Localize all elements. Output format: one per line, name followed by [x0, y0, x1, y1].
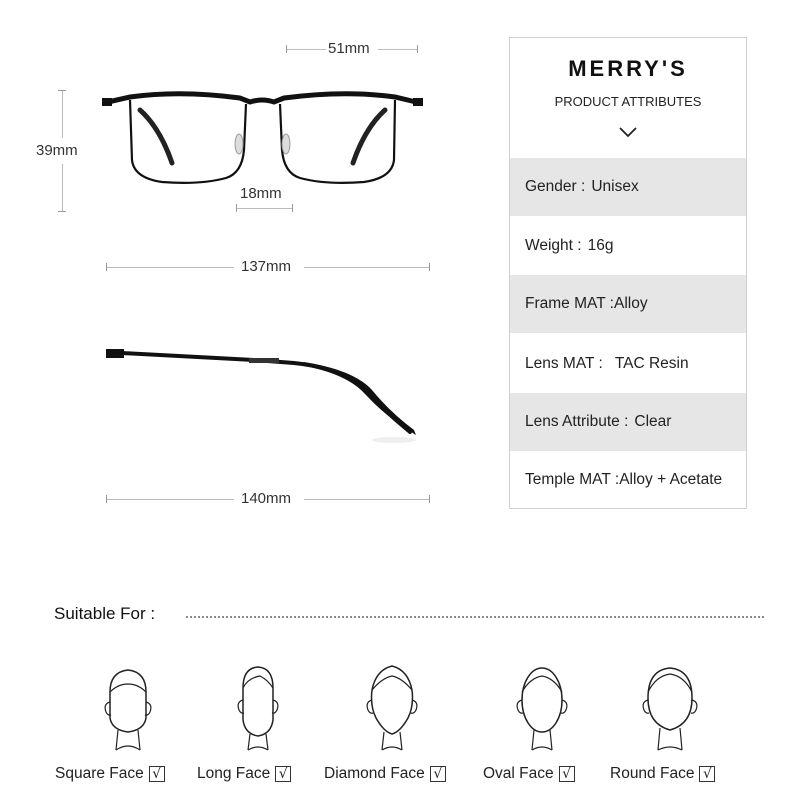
dotted-divider	[186, 616, 764, 618]
check-icon: √	[430, 766, 446, 782]
dimension-line	[378, 49, 418, 50]
glasses-side-illustration	[104, 340, 424, 445]
lens-width-label: 51mm	[328, 40, 370, 57]
bridge-label: 18mm	[240, 185, 282, 202]
attribute-label: Frame MAT :	[525, 295, 614, 312]
check-icon: √	[275, 766, 291, 782]
attribute-row-lens-attribute	[510, 393, 746, 451]
dimension-line	[236, 208, 293, 209]
dimension-tick	[292, 204, 293, 212]
face-label-square	[55, 765, 165, 783]
dimension-tick	[286, 45, 287, 53]
face-label-diamond	[324, 765, 446, 783]
frame-width-label: 137mm	[241, 258, 292, 275]
attribute-row-gender	[510, 158, 746, 216]
diamond-face-icon	[352, 662, 432, 752]
attribute-value: 16g	[587, 237, 614, 254]
check-icon: √	[559, 766, 575, 782]
attribute-row-weight	[510, 217, 746, 275]
attribute-label: Lens Attribute :	[525, 413, 629, 430]
dimension-line	[304, 267, 430, 268]
oval-face-icon	[502, 662, 582, 752]
face-label-text: Oval Face	[483, 765, 554, 782]
attribute-label: Gender :	[525, 178, 586, 195]
dimension-line	[286, 49, 326, 50]
round-face-icon	[630, 662, 710, 752]
dimension-line	[304, 499, 430, 500]
face-label-long	[197, 765, 291, 783]
dimension-tick	[236, 204, 237, 212]
face-label-oval	[483, 765, 575, 783]
attribute-row-lens-mat	[510, 335, 746, 393]
dimension-line	[106, 499, 234, 500]
attribute-value: Alloy	[614, 295, 648, 312]
attribute-value: Alloy + Acetate	[619, 471, 723, 488]
dimension-tick	[429, 263, 430, 271]
face-label-text: Diamond Face	[324, 765, 425, 782]
attribute-label: Lens MAT :	[525, 355, 603, 372]
dimension-tick	[58, 211, 66, 212]
check-icon: √	[699, 766, 715, 782]
dimension-line	[62, 90, 63, 138]
attribute-row-temple-mat	[510, 451, 746, 509]
product-attributes-panel	[509, 37, 747, 509]
face-label-text: Square Face	[55, 765, 144, 782]
chevron-down-icon	[618, 125, 638, 139]
suitable-for-heading: Suitable For :	[54, 604, 156, 623]
face-label-round	[610, 765, 715, 783]
check-icon: √	[149, 766, 165, 782]
attribute-label: Temple MAT :	[525, 471, 620, 488]
brand-logo: MERRY'S	[568, 56, 688, 81]
dimension-tick	[429, 495, 430, 503]
glasses-front-illustration	[100, 88, 425, 193]
square-face-icon	[88, 662, 168, 752]
face-label-text: Round Face	[610, 765, 695, 782]
dimension-line	[62, 164, 63, 212]
attribute-label: Weight :	[525, 237, 582, 254]
dimension-line	[106, 267, 234, 268]
attribute-value: TAC Resin	[614, 355, 689, 372]
attribute-value: Unisex	[591, 178, 639, 195]
lens-height-label: 39mm	[36, 142, 78, 159]
attribute-row-frame-mat	[510, 275, 746, 333]
panel-title: PRODUCT ATTRIBUTES	[554, 94, 702, 109]
long-face-icon	[218, 662, 298, 752]
dimension-tick	[417, 45, 418, 53]
dimension-tick	[106, 495, 107, 503]
dimension-tick	[106, 263, 107, 271]
dimension-tick	[58, 90, 66, 91]
temple-length-label: 140mm	[241, 490, 292, 507]
attribute-value: Clear	[634, 413, 672, 430]
face-label-text: Long Face	[197, 765, 271, 782]
